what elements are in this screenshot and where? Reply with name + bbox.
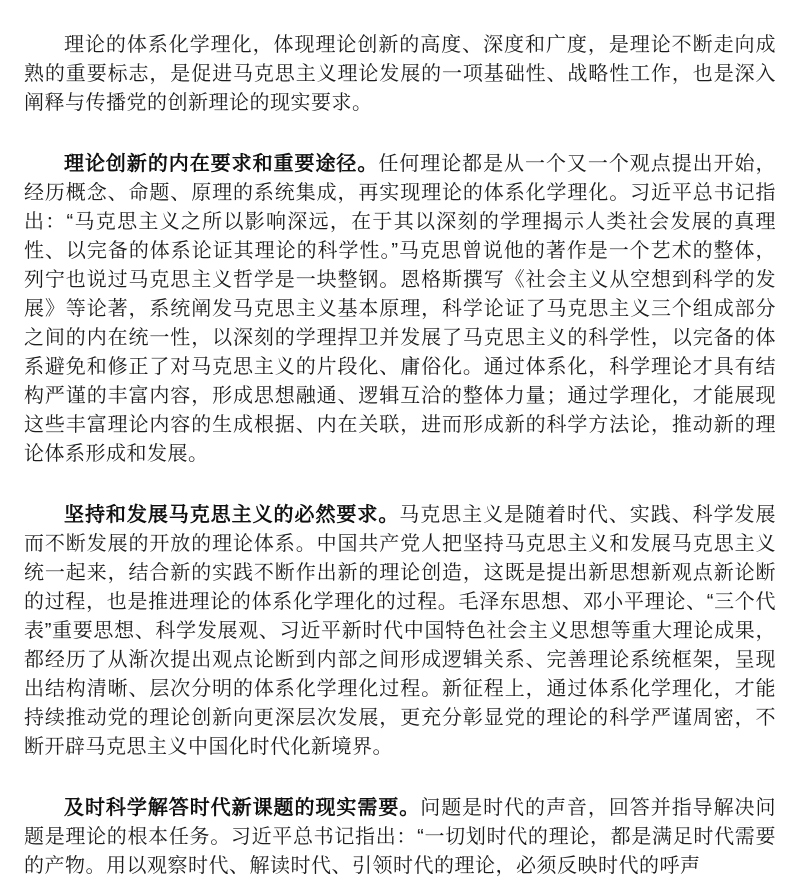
paragraph-lead: 及时科学解答时代新课题的现实需要。	[64, 797, 421, 819]
paragraph-text: 任何理论都是从一个又一个观点提出开始，经历概念、命题、原理的系统集成，再实现理论的体系化学理化。习近平总书记指出：“马克思主义之所以影响深远，在于其以深刻的学理揭示人类社会发展的真理性、以完备的体系论证其理论的科学性。”马克思曾说他的著作是一个艺术的整体，列宁也说过马克思主义哲学是一块整钢。恩格斯撰写《社会主义从空想到科学的发展》等论著，系统阐发马克思主义基本原理，科学论证了马克思主义三个组成部分之间的内在统一性，以深刻的学理捍卫并发展了马克思主义的科学性，以完备的体系避免和修正了对马克思主义的片段化、庸俗化。通过体系化，科学理论才具有结构严谨的丰富内容，形成思想融通、逻辑互洽的整体力量；通过学理化，才能展现这些丰富理论内容的生成根据、内在关联，进而形成新的科学方法论，推动新的理论体系形成和发展。	[24, 153, 777, 465]
paragraph-lead: 理论创新的内在要求和重要途径。	[64, 153, 379, 175]
paragraph-text: 理论的体系化学理化，体现理论创新的高度、深度和广度，是理论不断走向成熟的重要标志，是促进马克思主义理论发展的一项基础性、战略性工作，也是深入阐释与传播党的创新理论的现实要求。	[24, 34, 776, 114]
paragraph-text: 马克思主义是随着时代、实践、科学发展而不断发展的开放的理论体系。中国共产党人把坚持马克思主义和发展马克思主义统一起来，结合新的实践不断作出新的理论创造，这既是提出新思想新观点新论断的过程，也是推进理论的体系化学理化的过程。毛泽东思想、邓小平理论、“三个代表”重要思想、科学发展观、习近平新时代中国特色社会主义思想等重大理论成果，都经历了从渐次提出观点论断到内部之间形成逻辑关系、完善理论系统框架，呈现出结构清晰、层次分明的体系化学理化过程。新征程上，通过体系化学理化，才能持续推动党的理论创新向更深层次发展，更充分彰显党的理论的科学严谨周密，不断开辟马克思主义中国化时代化新境界。	[24, 504, 777, 758]
paragraph-theory-innovation	[24, 150, 776, 469]
paragraph-lead: 坚持和发展马克思主义的必然要求。	[64, 504, 400, 526]
paragraph-intro	[24, 31, 776, 118]
paragraph-answer-new-questions	[24, 794, 776, 881]
paragraph-uphold-marxism	[24, 501, 776, 762]
paragraph-text: 问题是时代的声音，回答并指导解决问题是理论的根本任务。习近平总书记指出：“一切划时代的理论，都是满足时代需要的产物。用以观察时代、解读时代、引领时代的理论，必须反映时代的呼声	[24, 797, 777, 877]
